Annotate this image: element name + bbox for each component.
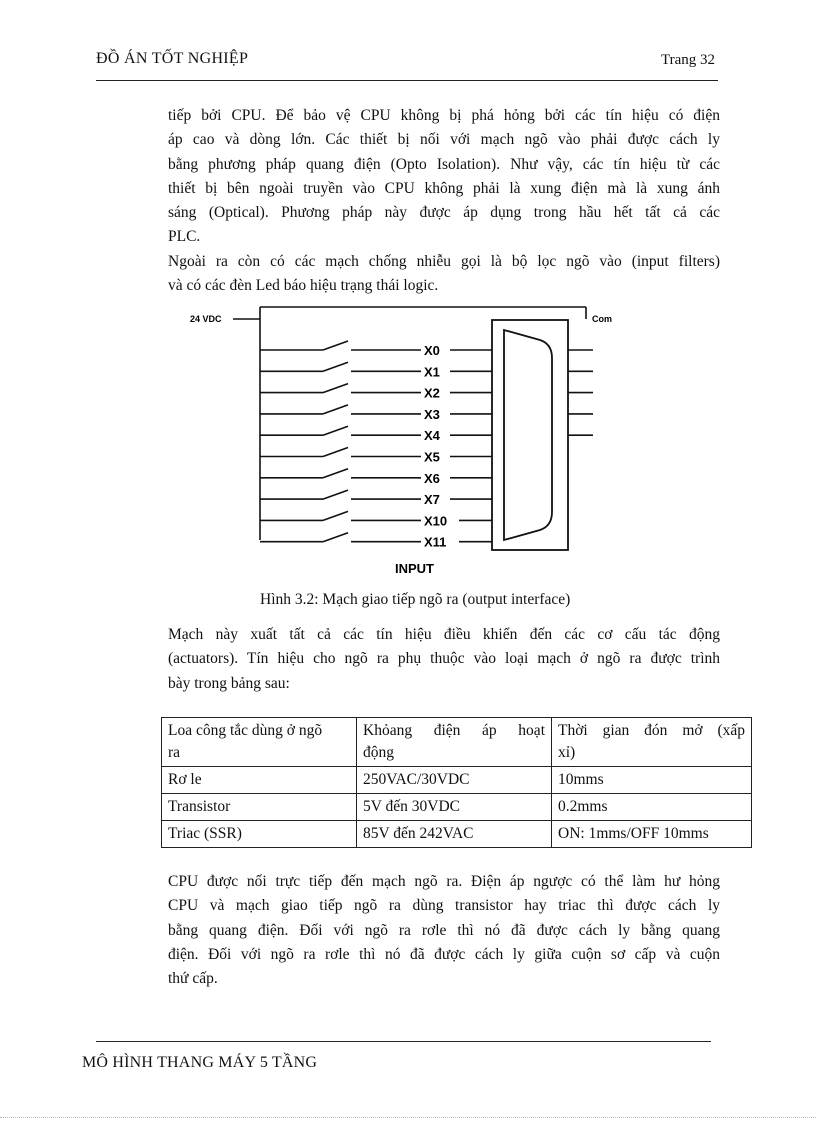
table-header-cell — [162, 718, 357, 767]
switch-contact — [323, 384, 348, 393]
table-cell: ON: 1mms/OFF 10mms — [552, 821, 752, 848]
text-line: bày trong bảng sau: — [168, 674, 290, 692]
table-row — [162, 821, 752, 848]
text-line: thứ cấp. — [168, 970, 218, 988]
switch-contact — [323, 341, 348, 350]
text-line: áp cao và dòng lớn. Các thiết bị nối với mạch ngõ vào phải được cách ly — [168, 131, 720, 149]
switch-contact — [323, 490, 348, 499]
output-types-table — [161, 717, 752, 848]
text-line: tiếp bởi CPU. Để bảo vệ CPU không bị phá hỏng bởi các tín hiệu có điện — [168, 107, 720, 124]
table-cell: Transistor — [162, 794, 357, 821]
paragraph-opto-isolation — [168, 104, 720, 250]
figure-caption: Hình 3.2: Mạch giao tiếp ngõ ra (output interface) — [260, 591, 571, 608]
input-terminal-label: X4 — [424, 428, 440, 444]
switch-contact — [323, 533, 348, 542]
input-terminal-label: X7 — [424, 492, 440, 508]
paragraph-cpu-output — [168, 870, 720, 991]
com-label: Com — [592, 314, 612, 324]
header-text: Khỏang điện áp hoạt — [363, 722, 545, 739]
output-stubs — [568, 350, 593, 435]
document-header-title: ĐỒ ÁN TỐT NGHIỆP — [96, 50, 249, 67]
text-line: CPU được nối trực tiếp đến mạch ngõ ra. Điện áp ngược có thể làm hư hỏng — [168, 873, 720, 890]
table-cell: Rơ le — [162, 767, 357, 794]
input-label: INPUT — [395, 561, 434, 576]
text-line: (actuators). Tín hiệu cho ngõ ra phụ thuộc vào loại mạch ở ngõ ra được trình — [168, 650, 720, 668]
connector-d-shape — [504, 330, 552, 540]
header-text: xỉ) — [558, 744, 576, 761]
header-divider — [96, 80, 718, 81]
table-header-cell — [552, 718, 752, 767]
input-terminal-label: X10 — [424, 513, 448, 529]
text-line: CPU và mạch giao tiếp ngõ ra dùng transistor hay triac thì được cách ly — [168, 897, 720, 915]
header-text: Loa công tắc dùng ở ngõ — [168, 722, 323, 739]
input-terminal-label: X2 — [424, 385, 440, 401]
switch-contact — [323, 469, 348, 478]
input-terminal-label: X6 — [424, 470, 440, 486]
switch-contact — [323, 362, 348, 371]
text-line: bằng quang điện. Đối với ngõ ra rơle thì nó đã được cách ly bằng quang — [168, 921, 720, 939]
table-cell: 5V đến 30VDC — [357, 794, 552, 821]
table-header-cell — [357, 718, 552, 767]
table-cell: 10mms — [552, 767, 752, 794]
footer-divider — [96, 1041, 711, 1042]
switch-contact — [323, 426, 348, 435]
text-line: sáng (Optical). Phương pháp này được áp dụng trong hầu hết tất cả các — [168, 204, 720, 222]
page-edge — [0, 1117, 816, 1118]
table-cell: 250VAC/30VDC — [357, 767, 552, 794]
supply-label: 24 VDC — [190, 314, 222, 324]
document-footer-title: MÔ HÌNH THANG MÁY 5 TẦNG — [82, 1054, 318, 1071]
input-terminal-label: X1 — [424, 364, 440, 380]
input-terminal-label: X11 — [424, 534, 447, 550]
input-terminal-label: X5 — [424, 449, 440, 465]
switch-contact — [323, 405, 348, 414]
header-text: ra — [168, 744, 181, 761]
paragraph-output-description — [168, 623, 720, 696]
switch-contact — [323, 511, 348, 520]
header-text: Thời gian đón mở (xấp — [558, 722, 745, 739]
text-line: và có các đèn Led báo hiệu trạng thái logic. — [168, 277, 439, 295]
header-text: động — [363, 744, 394, 761]
table-row — [162, 767, 752, 794]
text-line: PLC. — [168, 228, 201, 246]
table-cell: Triac (SSR) — [162, 821, 357, 848]
table-cell: 85V đến 242VAC — [357, 821, 552, 848]
switch-contact — [323, 448, 348, 457]
text-line: bằng phương pháp quang điện (Opto Isolation). Như vậy, các tín hiệu từ các — [168, 155, 720, 173]
text-line: Mạch này xuất tất cả các tín hiệu điều khiển đến các cơ cấu tác động — [168, 626, 720, 643]
input-switches — [260, 341, 492, 550]
text-line: điện. Đối với ngõ ra rơle thì nó đã được cách ly giữa cuộn sơ cấp và cuộn — [168, 945, 720, 963]
page-number: Trang 32 — [661, 52, 716, 68]
input-interface-diagram — [188, 300, 628, 590]
table-cell: 0.2mms — [552, 794, 752, 821]
text-line: thiết bị bên ngoài truyền vào CPU không phải là xung điện mà là xung ánh — [168, 179, 720, 197]
table-row — [162, 794, 752, 821]
input-terminal-label: X3 — [424, 406, 440, 422]
table-header-row — [162, 718, 752, 767]
paragraph-input-filters — [168, 250, 720, 299]
input-terminal-label: X0 — [424, 343, 440, 358]
text-line: Ngoài ra còn có các mạch chống nhiễu gọi là bộ lọc ngõ vào (input filters) — [168, 253, 720, 270]
